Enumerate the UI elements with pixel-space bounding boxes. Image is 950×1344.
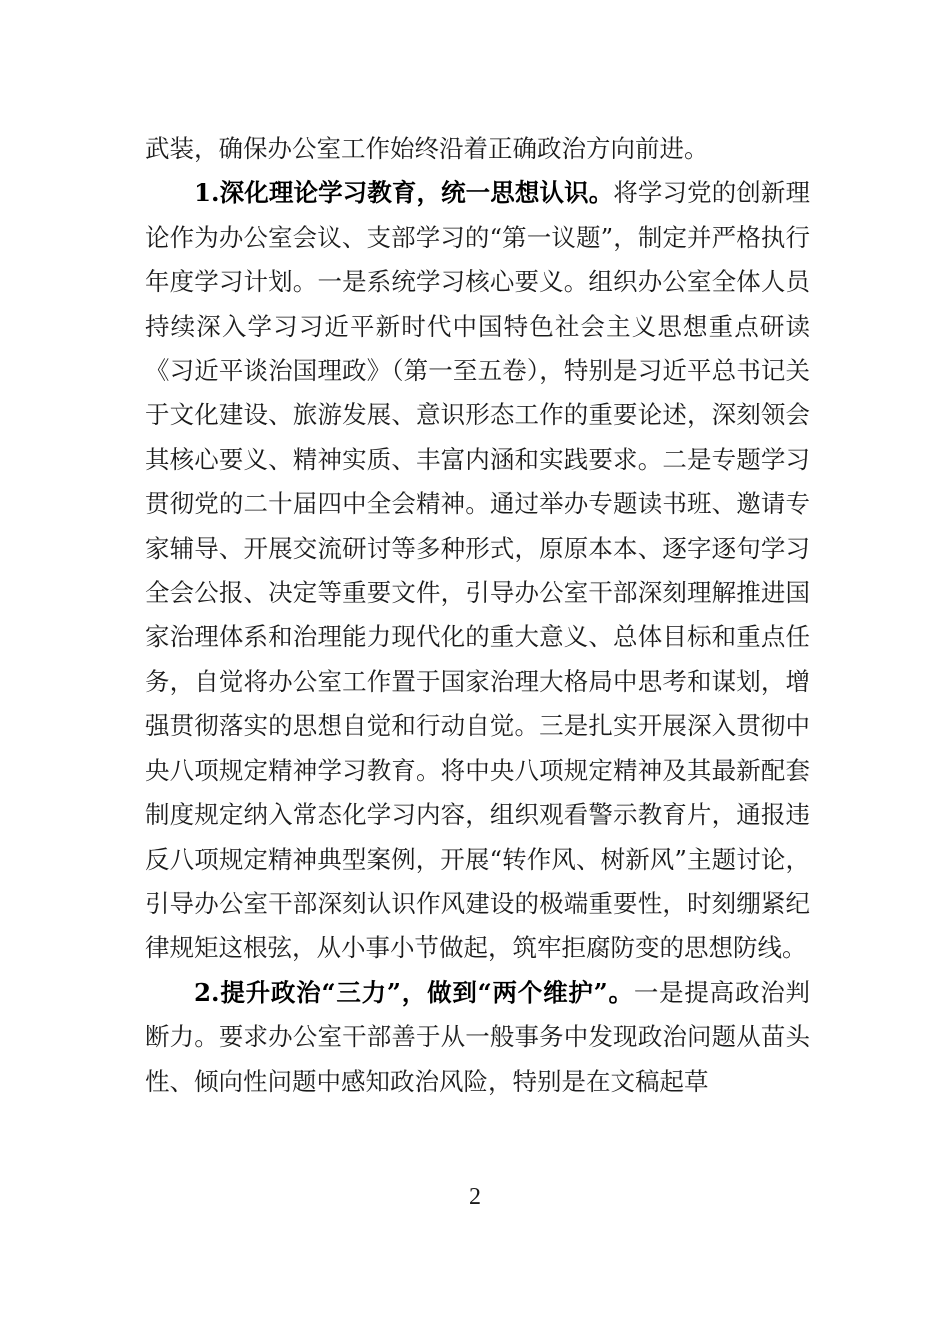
paragraph-heading: 2.提升政治“三力”，做到“两个维护”。: [194, 977, 634, 1007]
paragraph-heading: 1.深化理论学习教育，统一思想认识。: [194, 178, 614, 208]
paragraph-continuation: [145, 127, 810, 171]
paragraph-text: 武装，确保办公室工作始终沿着正确政治方向前进。: [145, 134, 709, 163]
paragraph-political-ability: [145, 971, 810, 1104]
paragraph-text: 将学习党的创新理论作为办公室会议、支部学习的“第一议题”，制定并严格执行年度学习计划。一是系统学习核心要义。组织办公室全体人员持续深入学习习近平新时代中国特色社会主义思想重点研读《习近平谈治国理政》（第一至五卷），特别是习近平总书记关于文化建设、旅游发展、意识形态工作的重要论述，深刻领会其核心要义、精神实质、丰富内涵和实践要求。二是专题学习贯彻党的二十届四中全会精神。通过举办专题读书班、邀请专家辅导、开展交流研讨等多种形式，原原本本、逐字逐句学习全会公报、决定等重要文件，引导办公室干部深刻理解推进国家治理体系和治理能力现代化的重大意义、总体目标和重点任务，自觉将办公室工作置于国家治理大格局中思考和谋划，增强贯彻落实的思想自觉和行动自觉。三是扎实开展深入贯彻中央八项规定精神学习教育。将中央八项规定精神及其最新配套制度规定纳入常态化学习内容，组织观看警示教育片，通报违反八项规定精神典型案例，开展“转作风、树新风”主题讨论，引导办公室干部深刻认识作风建设的极端重要性，时刻绷紧纪律规矩这根弦，从小事小节做起，筑牢拒腐防变的思想防线。: [145, 178, 811, 963]
paragraph-theory-study: [145, 171, 810, 970]
page-number: 2: [469, 1184, 481, 1210]
paragraph-text: 一是提高政治判断力。要求办公室干部善于从一般事务中发现政治问题从苗头性、倾向性问题中感知政治风险，特别是在文稿起草: [145, 977, 811, 1096]
body-text: [145, 127, 810, 1104]
